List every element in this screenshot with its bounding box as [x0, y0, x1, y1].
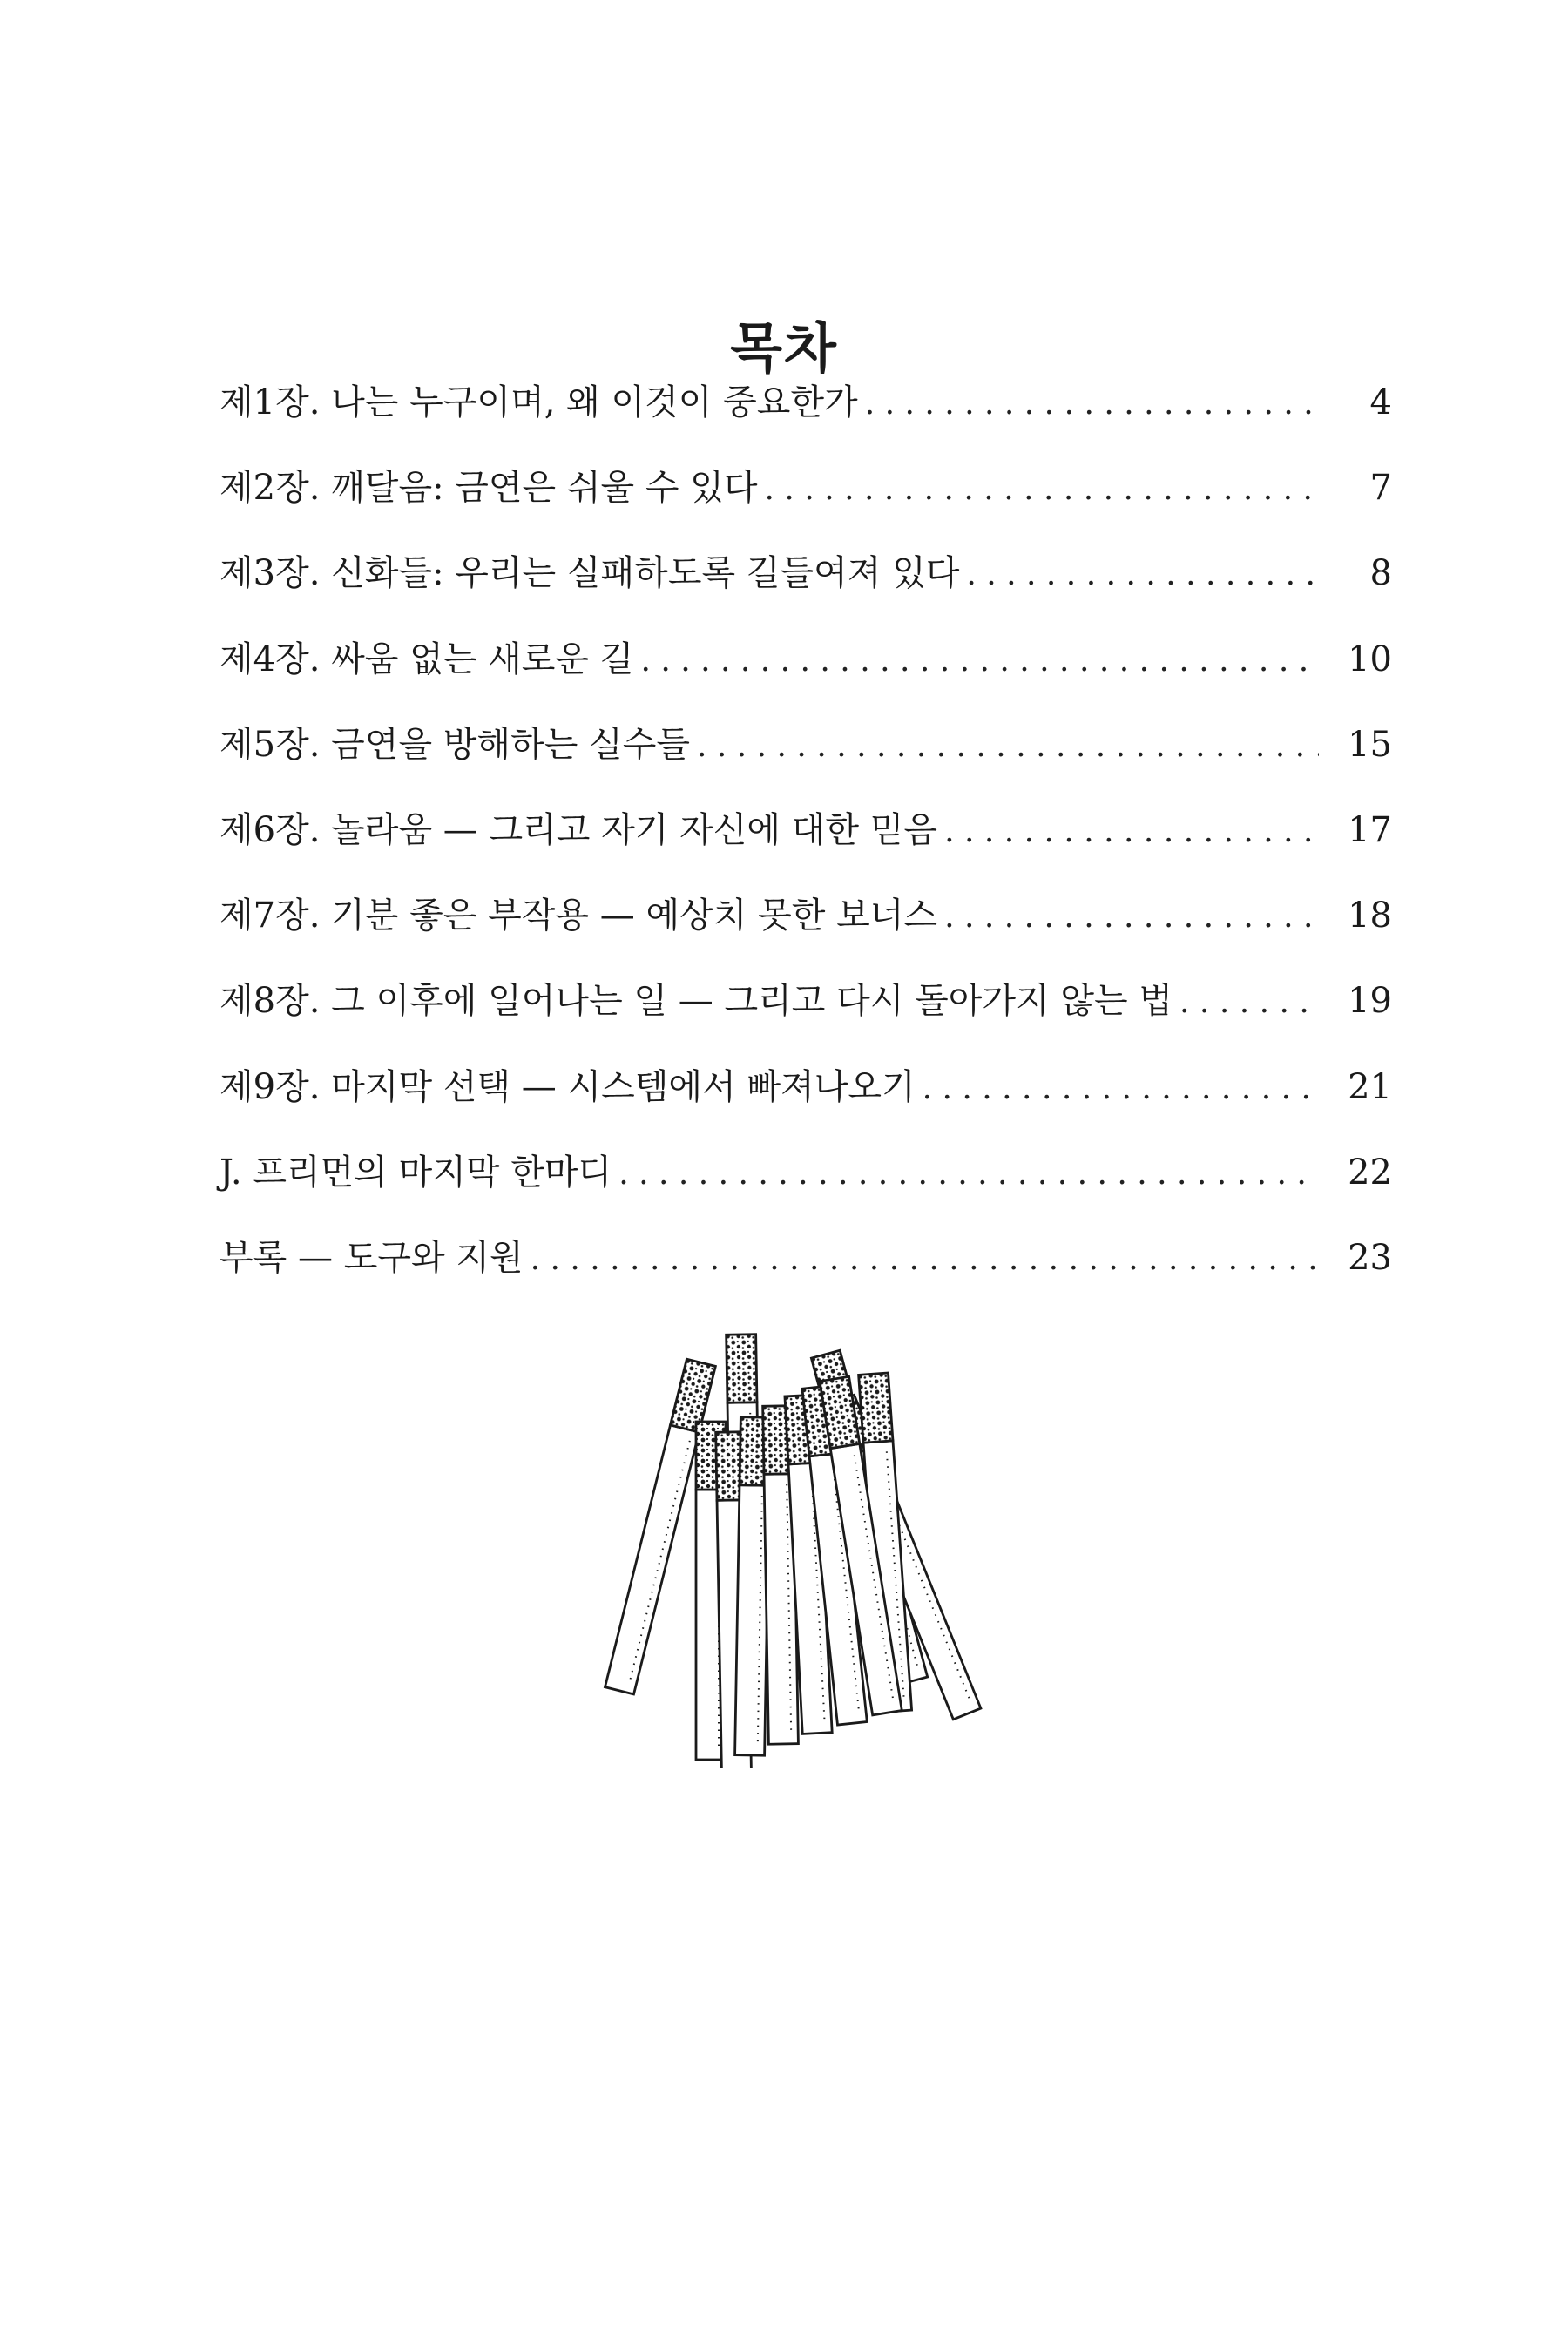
dot-leader: [1179, 977, 1319, 1029]
dot-leader: [865, 378, 1319, 430]
toc-entry-title: J. 프리먼의 마지막 한마디: [220, 1152, 612, 1193]
toc-entry: [220, 975, 1392, 1060]
toc-entry: [220, 1232, 1392, 1317]
toc-entry: [220, 547, 1392, 632]
dot-leader: [618, 1148, 1319, 1200]
toc-entry-page: 21: [1348, 1066, 1392, 1107]
toc-entry-title: 제8장. 그 이후에 일어나는 일 — 그리고 다시 돌아가지 않는 법: [220, 981, 1173, 1022]
dot-leader: [765, 463, 1319, 516]
table-of-contents: [220, 376, 1392, 1317]
toc-entry: [220, 804, 1392, 889]
toc-entry-title: 제3장. 신화들: 우리는 실패하도록 길들여져 있다: [220, 553, 960, 594]
toc-entry-page: 18: [1348, 896, 1392, 936]
toc-entry: [220, 1061, 1392, 1146]
toc-entry-page: 10: [1348, 639, 1392, 679]
toc-entry: [220, 1146, 1392, 1232]
toc-entry-page: 8: [1369, 553, 1392, 594]
dot-leader: [966, 549, 1319, 601]
toc-entry-page: 22: [1348, 1152, 1392, 1193]
toc-entry-page: 7: [1369, 468, 1392, 509]
toc-entry: [220, 719, 1392, 804]
dot-leader: [697, 720, 1319, 773]
cigarettes-icon: [601, 1315, 1010, 1768]
toc-entry: [220, 376, 1392, 462]
toc-entry-title: 제5장. 금연을 방해하는 실수들: [220, 724, 690, 765]
toc-entry: [220, 889, 1392, 975]
dot-leader: [531, 1233, 1319, 1286]
toc-entry-page: 15: [1348, 724, 1392, 765]
toc-entry-title: 제4장. 싸움 없는 새로운 길: [220, 639, 634, 679]
toc-entry-title: 제1장. 나는 누구이며, 왜 이것이 중요한가: [220, 382, 858, 422]
toc-entry-page: 17: [1348, 809, 1392, 850]
toc-entry: [220, 462, 1392, 547]
toc-entry-title: 부록 — 도구와 지원: [220, 1237, 524, 1278]
toc-entry-title: 제6장. 놀라움 — 그리고 자기 자신에 대한 믿음: [220, 809, 938, 850]
toc-entry: [220, 633, 1392, 719]
dot-leader: [944, 891, 1319, 943]
toc-entry-title: 제2장. 깨달음: 금연은 쉬울 수 있다: [220, 468, 758, 509]
dot-leader: [923, 1063, 1319, 1115]
toc-entry-page: 4: [1369, 382, 1392, 422]
toc-entry-page: 19: [1348, 981, 1392, 1022]
toc-entry-page: 23: [1348, 1237, 1392, 1278]
dot-leader: [640, 635, 1319, 687]
toc-entry-title: 제7장. 기분 좋은 부작용 — 예상치 못한 보너스: [220, 896, 938, 936]
page-title: 목차: [730, 315, 838, 380]
dot-leader: [944, 806, 1319, 858]
toc-entry-title: 제9장. 마지막 선택 — 시스템에서 빠져나오기: [220, 1066, 916, 1107]
